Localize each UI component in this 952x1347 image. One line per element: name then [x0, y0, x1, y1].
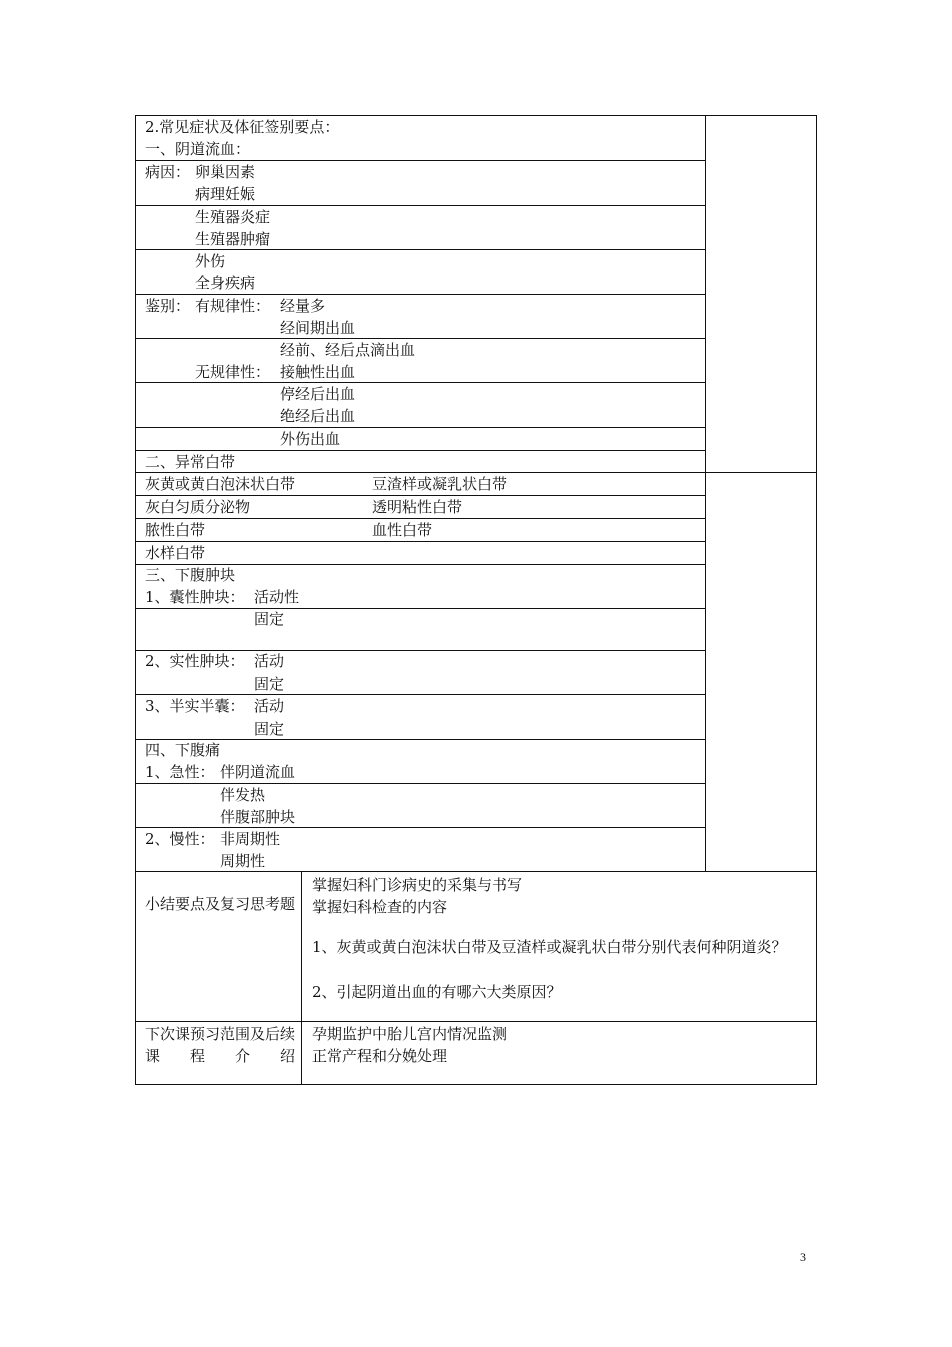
chronic-pain-item: 周期性: [220, 852, 266, 870]
cause-item: 病理妊娠: [195, 185, 256, 203]
irregular-label: 无规律性：: [195, 363, 271, 381]
right-column-divider: [705, 116, 706, 872]
next-lesson-item: 孕期监护中胎儿宫内情况监测: [312, 1025, 508, 1043]
acute-pain-label: 1、急性：: [145, 763, 215, 781]
cause-item: 生殖器肿瘤: [195, 230, 271, 248]
row-divider: [136, 1021, 817, 1022]
discharge-item: 豆渣样或凝乳状白带: [372, 475, 508, 493]
summary-label: 小结要点及复习思考题: [145, 895, 296, 913]
discharge-item: 灰黄或黄白泡沫状白带: [145, 475, 296, 493]
row-divider: [136, 608, 706, 609]
summary-goal: 掌握妇科门诊病史的采集与书写: [312, 876, 523, 894]
cause-item: 卵巢因素: [195, 163, 256, 181]
next-lesson-label: 下次课预习范围及后续课程介绍: [145, 1025, 296, 1065]
mass-mobility: 固定: [254, 720, 285, 738]
cause-label: 病因：: [145, 163, 191, 181]
row-divider: [136, 338, 706, 339]
semi-solid-mass-label: 3、半实半囊：: [145, 697, 245, 715]
discharge-item: 透明粘性白带: [372, 498, 463, 516]
irregular-item: 外伤出血: [280, 430, 341, 448]
cause-item: 外伤: [195, 252, 226, 270]
differential-label: 鉴别：: [145, 297, 191, 315]
discharge-item: 灰白匀质分泌物: [145, 498, 251, 516]
section-title: 2.常见症状及体征签别要点：: [145, 118, 340, 136]
abnormal-discharge-title: 二、异常白带: [145, 453, 236, 471]
mass-mobility: 固定: [254, 675, 285, 693]
irregular-item: 停经后出血: [280, 385, 356, 403]
chronic-pain-item: 非周期性: [220, 830, 281, 848]
page-number: 3: [800, 1250, 806, 1264]
chronic-pain-label: 2、慢性：: [145, 830, 215, 848]
discharge-item: 血性白带: [372, 521, 433, 539]
regular-label: 有规律性：: [195, 297, 271, 315]
regular-item: 经间期出血: [280, 319, 356, 337]
abdominal-pain-title: 四、下腹痛: [145, 741, 221, 759]
vaginal-bleeding-title: 一、阴道流血：: [145, 140, 251, 158]
discharge-item: 水样白带: [145, 544, 206, 562]
cause-item: 生殖器炎症: [195, 208, 271, 226]
acute-pain-item: 伴发热: [220, 786, 266, 804]
cause-item: 全身疾病: [195, 274, 256, 292]
mass-mobility: 活动: [254, 652, 285, 670]
mass-mobility: 活动性: [254, 588, 300, 606]
regular-item: 经量多: [280, 297, 326, 315]
irregular-item: 绝经后出血: [280, 407, 356, 425]
row-divider: [136, 427, 706, 428]
irregular-item: 接触性出血: [280, 363, 356, 381]
review-question: 1、灰黄或黄白泡沫状白带及豆渣样或凝乳状白带分别代表何种阴道炎？: [312, 938, 787, 956]
summary-goal: 掌握妇科检查的内容: [312, 898, 448, 916]
acute-pain-item: 伴阴道流血: [220, 763, 296, 781]
row-divider: [136, 739, 706, 740]
label-column-divider: [301, 872, 302, 1084]
solid-mass-label: 2、实性肿块：: [145, 652, 245, 670]
acute-pain-item: 伴腹部肿块: [220, 808, 296, 826]
mass-mobility: 活动: [254, 697, 285, 715]
discharge-item: 脓性白带: [145, 521, 206, 539]
next-lesson-item: 正常产程和分娩处理: [312, 1047, 448, 1065]
cystic-mass-label: 1、囊性肿块：: [145, 588, 245, 606]
abdominal-mass-title: 三、下腹肿块: [145, 566, 236, 584]
mass-mobility: 固定: [254, 610, 285, 628]
regular-item: 经前、经后点滴出血: [280, 341, 416, 359]
row-divider: [136, 541, 706, 542]
review-question: 2、引起阴道出血的有哪六大类原因？: [312, 983, 562, 1001]
